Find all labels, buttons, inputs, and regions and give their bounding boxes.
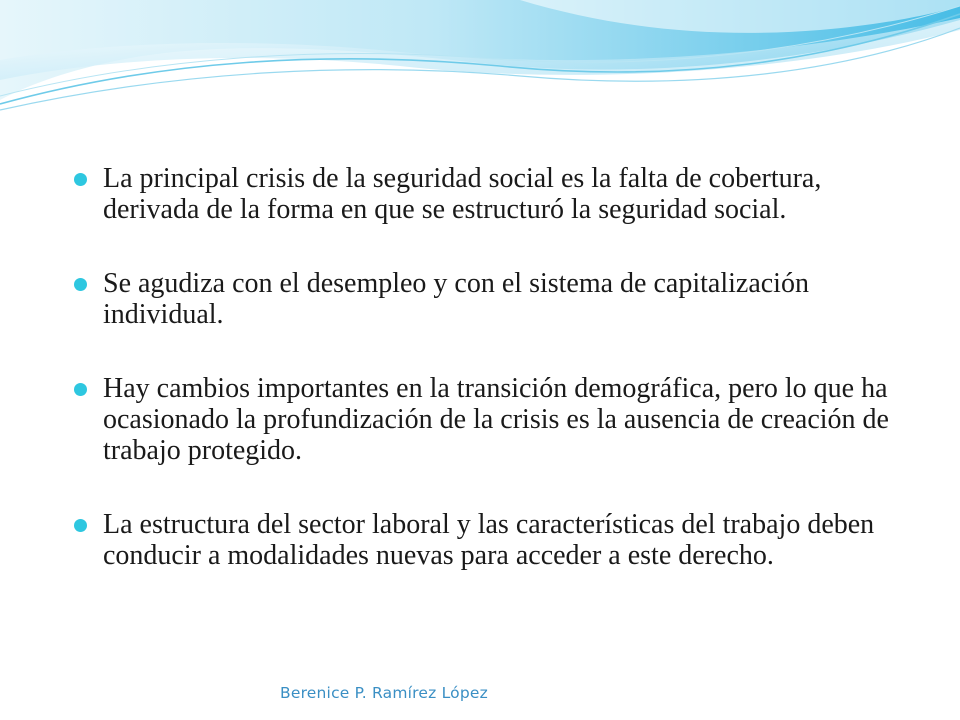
bullet-item: [72, 509, 922, 571]
footer-author: Berenice P. Ramírez López: [280, 684, 488, 702]
bullet-item: [72, 373, 922, 466]
bullet-dot-icon: [74, 383, 87, 396]
bullet-text: La estructura del sector laboral y las características del trabajo deben conducir a modalidades nuevas para acceder a este derecho.: [103, 509, 875, 571]
bullet-text: La principal crisis de la seguridad social es la falta de cobertura, derivada de la forma en que se estructuró la seguridad social.: [103, 163, 822, 225]
bullet-dot-icon: [74, 173, 87, 186]
bullet-dot-icon: [74, 278, 87, 291]
bullet-list: [72, 163, 922, 571]
bullet-item: [72, 163, 922, 225]
header-wave-decoration: [0, 0, 960, 130]
bullet-dot-icon: [74, 519, 87, 532]
bullet-text: Se agudiza con el desempleo y con el sistema de capitalización individual.: [103, 268, 809, 330]
bullet-text: Hay cambios importantes en la transición demográfica, pero lo que ha ocasionado la profundización de la crisis es la ausencia de creación de trabajo protegido.: [103, 373, 889, 466]
bullet-item: [72, 268, 922, 330]
